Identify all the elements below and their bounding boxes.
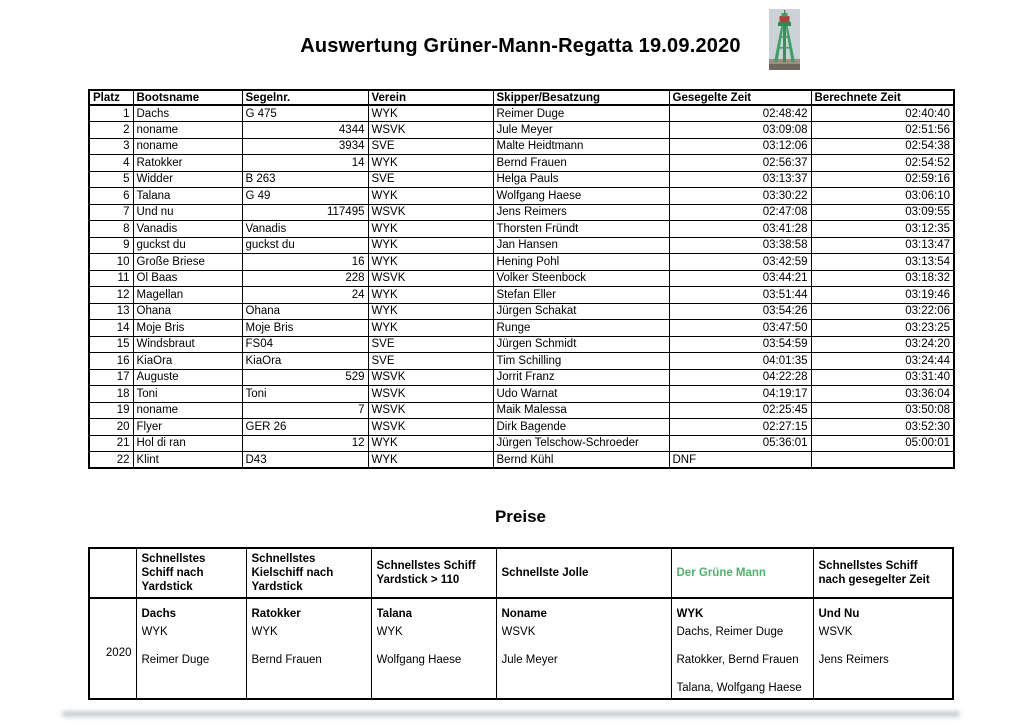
cell-bootsname: noname (133, 402, 242, 419)
cell-verein: WSVK (368, 369, 493, 386)
cell-gesegelte-zeit: 03:54:26 (669, 303, 811, 320)
cell-bootsname: Flyer (133, 419, 242, 436)
cell-gesegelte-zeit: 02:25:45 (669, 402, 811, 419)
cell-gesegelte-zeit: 02:27:15 (669, 419, 811, 436)
cell-bootsname: noname (133, 122, 242, 139)
prize-line: WYK (376, 626, 403, 638)
cell-verein: WYK (368, 287, 493, 304)
rocks-base (769, 64, 800, 70)
cell-platz: 18 (89, 386, 133, 403)
cell-platz: 1 (89, 105, 133, 122)
cell-berechnete-zeit: 03:52:30 (811, 419, 954, 436)
cell-skipper-besatzung: Jürgen Telschow-Schroeder (493, 435, 669, 452)
cell-skipper-besatzung: Bernd Frauen (493, 155, 669, 172)
cell-skipper-besatzung: Jorrit Franz (493, 369, 669, 386)
result-row (89, 188, 954, 205)
result-row (89, 155, 954, 172)
cell-bootsname: Ol Baas (133, 270, 242, 287)
column-header-platz: Platz (89, 90, 133, 105)
result-row (89, 452, 954, 469)
cell-gesegelte-zeit: 03:30:22 (669, 188, 811, 205)
cell-verein: WYK (368, 237, 493, 254)
cell-berechnete-zeit: 03:06:10 (811, 188, 954, 205)
prizes-heading: Preise (494, 507, 547, 526)
cell-segelnr: 3934 (242, 138, 368, 155)
cell-verein: WYK (368, 254, 493, 271)
cell-verein: WSVK (368, 402, 493, 419)
prize-line: WSVK (501, 626, 536, 638)
results-table (88, 89, 955, 469)
beacon-cabin (780, 16, 790, 23)
cell-gesegelte-zeit: 05:36:01 (669, 435, 811, 452)
cell-platz: 12 (89, 287, 133, 304)
result-row (89, 254, 954, 271)
result-row (89, 402, 954, 419)
prize-category-header-schnellstes-schiff-nach-gesegelter-zeit: Schnellstes Schiff nach gesegelter Zeit (813, 548, 953, 598)
cell-skipper-besatzung: Runge (493, 320, 669, 337)
cell-berechnete-zeit: 05:00:01 (811, 435, 954, 452)
cell-gesegelte-zeit: 04:01:35 (669, 353, 811, 370)
cell-berechnete-zeit: 03:13:54 (811, 254, 954, 271)
cell-gesegelte-zeit: 02:48:42 (669, 105, 811, 122)
gruener-mann-beacon-photo (769, 9, 800, 70)
page-edge-shadow (62, 711, 960, 717)
prize-cell-schnellstes-schiff-nach-yardstick (136, 598, 246, 699)
cell-segelnr: 529 (242, 369, 368, 386)
cell-verein: WYK (368, 452, 493, 469)
cell-platz: 14 (89, 320, 133, 337)
prize-category-header-schnellstes-schiff-nach-yardstick: Schnellstes Schiff nach Yardstick (136, 548, 246, 598)
result-row (89, 303, 954, 320)
cell-skipper-besatzung: Maik Malessa (493, 402, 669, 419)
cell-platz: 13 (89, 303, 133, 320)
cell-berechnete-zeit: 03:22:06 (811, 303, 954, 320)
result-row (89, 320, 954, 337)
tower-platform (778, 22, 791, 26)
cell-skipper-besatzung: Jürgen Schakat (493, 303, 669, 320)
column-header-bootsname: Bootsname (133, 90, 242, 105)
cell-verein: SVE (368, 138, 493, 155)
cell-bootsname: Windsbraut (133, 336, 242, 353)
cell-segelnr: G 475 (242, 105, 368, 122)
cell-berechnete-zeit (811, 452, 954, 469)
cell-platz: 21 (89, 435, 133, 452)
cell-berechnete-zeit: 03:23:25 (811, 320, 954, 337)
prize-year: 2020 (89, 598, 136, 699)
cell-skipper-besatzung: Thorsten Fründt (493, 221, 669, 238)
column-header-skipper-besatzung: Skipper/Besatzung (493, 90, 669, 105)
cell-bootsname: Widder (133, 171, 242, 188)
cell-platz: 10 (89, 254, 133, 271)
cell-gesegelte-zeit: 04:22:28 (669, 369, 811, 386)
cell-berechnete-zeit: 03:19:46 (811, 287, 954, 304)
cell-segelnr: Vanadis (242, 221, 368, 238)
cell-skipper-besatzung: Reimer Duge (493, 105, 669, 122)
cell-gesegelte-zeit: 03:42:59 (669, 254, 811, 271)
cell-gesegelte-zeit: 03:51:44 (669, 287, 811, 304)
cell-segelnr: D43 (242, 452, 368, 469)
cell-berechnete-zeit: 03:09:55 (811, 204, 954, 221)
prize-line: WYK (676, 608, 704, 620)
cell-skipper-besatzung: Udo Warnat (493, 386, 669, 403)
cell-bootsname: Hol di ran (133, 435, 242, 452)
prize-line: WSVK (818, 626, 853, 638)
cell-segelnr: 117495 (242, 204, 368, 221)
result-row (89, 237, 954, 254)
cell-segelnr: Ohana (242, 303, 368, 320)
cell-verein: WYK (368, 221, 493, 238)
result-row (89, 287, 954, 304)
cell-berechnete-zeit: 02:54:38 (811, 138, 954, 155)
cell-gesegelte-zeit: 03:09:08 (669, 122, 811, 139)
cell-bootsname: Vanadis (133, 221, 242, 238)
cell-gesegelte-zeit: 02:47:08 (669, 204, 811, 221)
cell-verein: WSVK (368, 419, 493, 436)
cell-bootsname: noname (133, 138, 242, 155)
cell-platz: 6 (89, 188, 133, 205)
cell-berechnete-zeit: 02:51:56 (811, 122, 954, 139)
prize-line: Talana (376, 608, 413, 620)
results-header-row (89, 90, 954, 105)
prize-line: Ratokker (251, 608, 301, 620)
result-row (89, 336, 954, 353)
cell-gesegelte-zeit: 03:12:06 (669, 138, 811, 155)
prize-cell-der-gr-ne-mann (671, 598, 813, 699)
prize-category-header-der-gr-ne-mann: Der Grüne Mann (671, 548, 813, 598)
cell-platz: 9 (89, 237, 133, 254)
prize-line-spacer (252, 641, 366, 651)
cell-platz: 8 (89, 221, 133, 238)
cell-berechnete-zeit: 03:24:20 (811, 336, 954, 353)
prize-line: Ratokker, Bernd Frauen (676, 654, 799, 666)
tower-center-post (783, 25, 786, 62)
cell-segelnr: Moje Bris (242, 320, 368, 337)
cell-berechnete-zeit: 03:12:35 (811, 221, 954, 238)
cell-bootsname: Ohana (133, 303, 242, 320)
cell-gesegelte-zeit: 03:41:28 (669, 221, 811, 238)
cell-bootsname: Magellan (133, 287, 242, 304)
cell-bootsname: KiaOra (133, 353, 242, 370)
cell-skipper-besatzung: Volker Steenbock (493, 270, 669, 287)
cell-bootsname: Klint (133, 452, 242, 469)
prize-line-spacer (677, 641, 808, 651)
cell-bootsname: Ratokker (133, 155, 242, 172)
cell-berechnete-zeit: 03:31:40 (811, 369, 954, 386)
cell-bootsname: Und nu (133, 204, 242, 221)
tower-strut-upper (779, 36, 790, 38)
cell-berechnete-zeit: 03:50:08 (811, 402, 954, 419)
prizes-header-row (89, 548, 953, 598)
cell-gesegelte-zeit: 03:44:21 (669, 270, 811, 287)
cell-platz: 2 (89, 122, 133, 139)
cell-bootsname: Talana (133, 188, 242, 205)
cell-skipper-besatzung: Helga Pauls (493, 171, 669, 188)
cell-segelnr: 4344 (242, 122, 368, 139)
cell-skipper-besatzung: Dirk Bagende (493, 419, 669, 436)
prize-line: Jens Reimers (818, 654, 889, 666)
result-row (89, 105, 954, 122)
result-row (89, 171, 954, 188)
cell-skipper-besatzung: Stefan Eller (493, 287, 669, 304)
cell-platz: 20 (89, 419, 133, 436)
cell-bootsname: Auguste (133, 369, 242, 386)
prize-category-header-schnellste-jolle: Schnellste Jolle (496, 548, 671, 598)
prize-line: Noname (501, 608, 547, 620)
prize-line: Dachs, Reimer Duge (676, 626, 784, 638)
cell-platz: 3 (89, 138, 133, 155)
cell-bootsname: Dachs (133, 105, 242, 122)
cell-segelnr: 228 (242, 270, 368, 287)
cell-gesegelte-zeit: 03:38:58 (669, 237, 811, 254)
cell-platz: 22 (89, 452, 133, 469)
prize-line: Und Nu (818, 608, 860, 620)
cell-berechnete-zeit: 02:54:52 (811, 155, 954, 172)
beacon-mast (784, 10, 785, 14)
cell-verein: WYK (368, 188, 493, 205)
prize-line: Bernd Frauen (251, 654, 322, 666)
cell-gesegelte-zeit: 03:13:37 (669, 171, 811, 188)
prize-cell-schnellstes-schiff-yardstick-110 (371, 598, 496, 699)
cell-platz: 11 (89, 270, 133, 287)
cell-segelnr: 16 (242, 254, 368, 271)
cell-verein: SVE (368, 336, 493, 353)
cell-verein: WSVK (368, 122, 493, 139)
cell-bootsname: Moje Bris (133, 320, 242, 337)
cell-berechnete-zeit: 02:59:16 (811, 171, 954, 188)
cell-skipper-besatzung: Jule Meyer (493, 122, 669, 139)
prize-line: Wolfgang Haese (376, 654, 462, 666)
result-row (89, 369, 954, 386)
cell-segelnr: guckst du (242, 237, 368, 254)
prizes-body-row (89, 598, 953, 699)
cell-berechnete-zeit: 03:24:44 (811, 353, 954, 370)
cell-verein: WYK (368, 435, 493, 452)
cell-segelnr: 12 (242, 435, 368, 452)
cell-verein: SVE (368, 171, 493, 188)
prize-line-spacer (819, 641, 948, 651)
column-header-gesegelte-zeit: Gesegelte Zeit (669, 90, 811, 105)
cell-verein: SVE (368, 353, 493, 370)
cell-gesegelte-zeit: 03:47:50 (669, 320, 811, 337)
cell-verein: WYK (368, 320, 493, 337)
cell-platz: 16 (89, 353, 133, 370)
cell-berechnete-zeit: 03:13:47 (811, 237, 954, 254)
result-row (89, 386, 954, 403)
cell-segelnr: Toni (242, 386, 368, 403)
cell-skipper-besatzung: Hening Pohl (493, 254, 669, 271)
column-header-segelnr: Segelnr. (242, 90, 368, 105)
cell-platz: 7 (89, 204, 133, 221)
year-column-header (89, 548, 136, 598)
cell-gesegelte-zeit: DNF (669, 452, 811, 469)
prize-line: WYK (141, 626, 168, 638)
prize-cell-schnellstes-schiff-nach-gesegelter-zeit (813, 598, 953, 699)
cell-segelnr: G 49 (242, 188, 368, 205)
cell-gesegelte-zeit: 04:19:17 (669, 386, 811, 403)
cell-skipper-besatzung: Jens Reimers (493, 204, 669, 221)
prizes-table (88, 547, 954, 700)
cell-segelnr: KiaOra (242, 353, 368, 370)
cell-berechnete-zeit: 03:36:04 (811, 386, 954, 403)
prize-line: WYK (251, 626, 278, 638)
cell-verein: WYK (368, 155, 493, 172)
cell-verein: WSVK (368, 270, 493, 287)
prize-cell-schnellste-jolle (496, 598, 671, 699)
cell-verein: WYK (368, 303, 493, 320)
tower-strut-lower (777, 47, 792, 49)
page-title: Auswertung Grüner-Mann-Regatta 19.09.2020 (300, 35, 741, 57)
cell-platz: 4 (89, 155, 133, 172)
cell-skipper-besatzung: Jürgen Schmidt (493, 336, 669, 353)
cell-platz: 5 (89, 171, 133, 188)
cell-segelnr: 24 (242, 287, 368, 304)
cell-segelnr: 14 (242, 155, 368, 172)
cell-gesegelte-zeit: 03:54:59 (669, 336, 811, 353)
result-row (89, 204, 954, 221)
cell-platz: 19 (89, 402, 133, 419)
cell-skipper-besatzung: Bernd Kühl (493, 452, 669, 469)
cell-skipper-besatzung: Wolfgang Haese (493, 188, 669, 205)
result-row (89, 221, 954, 238)
cell-berechnete-zeit: 02:40:40 (811, 105, 954, 122)
cell-bootsname: guckst du (133, 237, 242, 254)
cell-skipper-besatzung: Malte Heidtmann (493, 138, 669, 155)
cell-bootsname: Große Briese (133, 254, 242, 271)
prize-line-spacer (502, 641, 666, 651)
prize-line-spacer (377, 641, 491, 651)
cell-bootsname: Toni (133, 386, 242, 403)
result-row (89, 270, 954, 287)
cell-verein: WSVK (368, 204, 493, 221)
cell-gesegelte-zeit: 02:56:37 (669, 155, 811, 172)
cell-segelnr: FS04 (242, 336, 368, 353)
result-row (89, 419, 954, 436)
prize-category-header-schnellstes-kielschiff-nach-yardstick: Schnellstes Kielschiff nach Yardstick (246, 548, 371, 598)
cell-platz: 17 (89, 369, 133, 386)
cell-segelnr: 7 (242, 402, 368, 419)
column-header-verein: Verein (368, 90, 493, 105)
prize-line: Talana, Wolfgang Haese (676, 682, 802, 694)
cell-segelnr: B 263 (242, 171, 368, 188)
prize-category-header-schnellstes-schiff-yardstick-110: Schnellstes Schiff Yardstick > 110 (371, 548, 496, 598)
prize-line-spacer (677, 669, 808, 679)
cell-verein: WYK (368, 105, 493, 122)
cell-skipper-besatzung: Jan Hansen (493, 237, 669, 254)
result-row (89, 353, 954, 370)
prize-cell-schnellstes-kielschiff-nach-yardstick (246, 598, 371, 699)
result-row (89, 435, 954, 452)
prize-line: Jule Meyer (501, 654, 558, 666)
result-row (89, 138, 954, 155)
result-row (89, 122, 954, 139)
column-header-berechnete-zeit: Berechnete Zeit (811, 90, 954, 105)
cell-verein: WSVK (368, 386, 493, 403)
prize-line-spacer (142, 641, 241, 651)
cell-platz: 15 (89, 336, 133, 353)
cell-segelnr: GER 26 (242, 419, 368, 436)
prize-line: Reimer Duge (141, 654, 210, 666)
cell-skipper-besatzung: Tim Schilling (493, 353, 669, 370)
cell-berechnete-zeit: 03:18:32 (811, 270, 954, 287)
prize-line: Dachs (141, 608, 177, 620)
